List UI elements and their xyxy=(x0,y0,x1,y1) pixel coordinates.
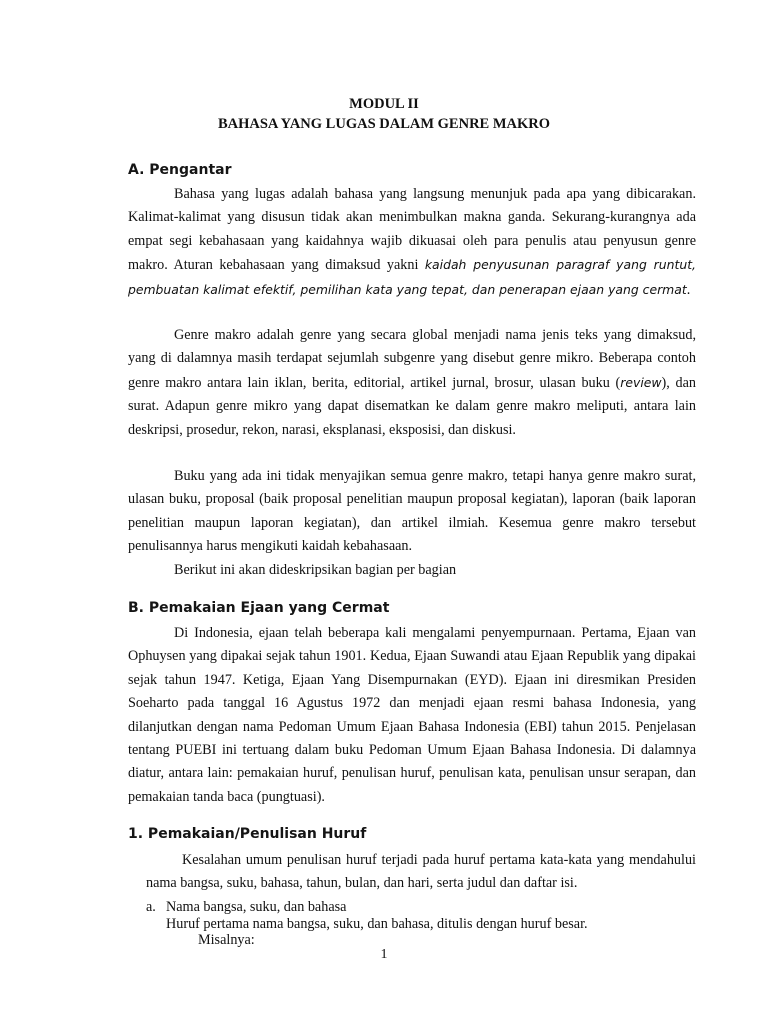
item-a-marker: a. xyxy=(146,899,156,915)
section-a-paragraph-2 xyxy=(128,324,696,442)
paragraph-text: ), dan surat. Adapun genre mikro yang dapat disematkan ke dalam genre makro meliputi, antara lain deskripsi, prosedur, rekon, narasi, eksplanasi, eksposisi, dan diskusi. xyxy=(128,374,696,438)
section-b-paragraph-1: Di Indonesia, ejaan telah beberapa kali mengalami penyempurnaan. Pertama, Ejaan van Ophuysen yang dipakai sejak tahun 1901. Kedua, Ejaan Suwandi atau Ejaan Republik yang dipakai sejak tahun 1947. Ketiga, Ejaan Yang Disempurnakan (EYD). Ejaan ini diresmikan Presiden Soeharto pada tanggal 16 Agustus 1972 dan menjadi ejaan resmi bahasa Indonesia, yang dilanjutkan dengan nama Pedoman Umum Ejaan Bahasa Indonesia (EBI) tahun 2015. Penjelasan tentang PUEBI ini tertuang dalam buku Pedoman Umum Ejaan Bahasa Indonesia. Di dalamnya diatur, antara lain: pemakaian huruf, penulisan huruf, penulisan kata, penulisan unsur serapan, dan pemakaian tanda baca (pungtuasi). xyxy=(128,625,696,805)
italic-text: kaidah penyusunan paragraf yang runtut, pembuatan kalimat efektif, pemilihan kata yang tepat, dan penerapan ejaan yang cermat xyxy=(128,257,696,297)
document-title: BAHASA YANG LUGAS DALAM GENRE MAKRO xyxy=(217,116,551,132)
paragraph-text: Bahasa yang lugas adalah bahasa yang langsung menunjuk pada apa yang dibicarakan. Kalimat-kalimat yang disusun tidak akan menimbulkan makna ganda. Sekurang-kurangnya ada empat segi kebahasaan yang kaidahnya wajib dikuasai oleh para penulis atau penyusun genre makro. Aturan kebahasaan yang dimaksud yakni xyxy=(128,186,696,274)
page-number: 1 xyxy=(380,947,388,962)
section-a-heading: A. Pengantar xyxy=(128,162,232,178)
section-1-paragraph-1: Kesalahan umum penulisan huruf terjadi pada huruf pertama kata-kata yang mendahului nama bangsa, suku, bahasa, tahun, bulan, dan hari, serta judul dan daftar isi. xyxy=(146,852,696,892)
section-a-paragraph-1 xyxy=(128,183,696,302)
item-a-label: Nama bangsa, suku, dan bahasa xyxy=(166,899,347,915)
section-1-heading: 1. Pemakaian/Penulisan Huruf xyxy=(128,826,367,842)
example-label: Misalnya: xyxy=(198,932,255,948)
paragraph-text: Genre makro adalah genre yang secara global menjadi nama jenis teks yang dimaksud, yang di dalamnya masih terdapat sejumlah subgenre yang disebut genre mikro. Beberapa contoh genre makro antara lain iklan, berita, editorial, artikel jurnal, brosur, ulasan buku ( xyxy=(128,327,696,391)
section-a-paragraph-3: Buku yang ada ini tidak menyajikan semua genre makro, tetapi hanya genre makro surat, ulasan buku, proposal (baik proposal penelitian maupun proposal kegiatan), laporan (baik laporan penelitian maupun laporan kegiatan), dan artikel ilmiah. Kesemua genre makro tersebut penulisannya harus mengikuti kaidah kebahasaan. xyxy=(128,468,696,555)
section-a-paragraph-4: Berikut ini akan dideskripsikan bagian per bagian xyxy=(174,562,457,578)
module-label: MODUL II xyxy=(349,96,419,112)
item-a-text: Huruf pertama nama bangsa, suku, dan bahasa, ditulis dengan huruf besar. xyxy=(166,916,588,932)
section-b-heading: B. Pemakaian Ejaan yang Cermat xyxy=(128,600,390,616)
paragraph-text: . xyxy=(686,281,691,298)
italic-text: review xyxy=(620,374,662,390)
